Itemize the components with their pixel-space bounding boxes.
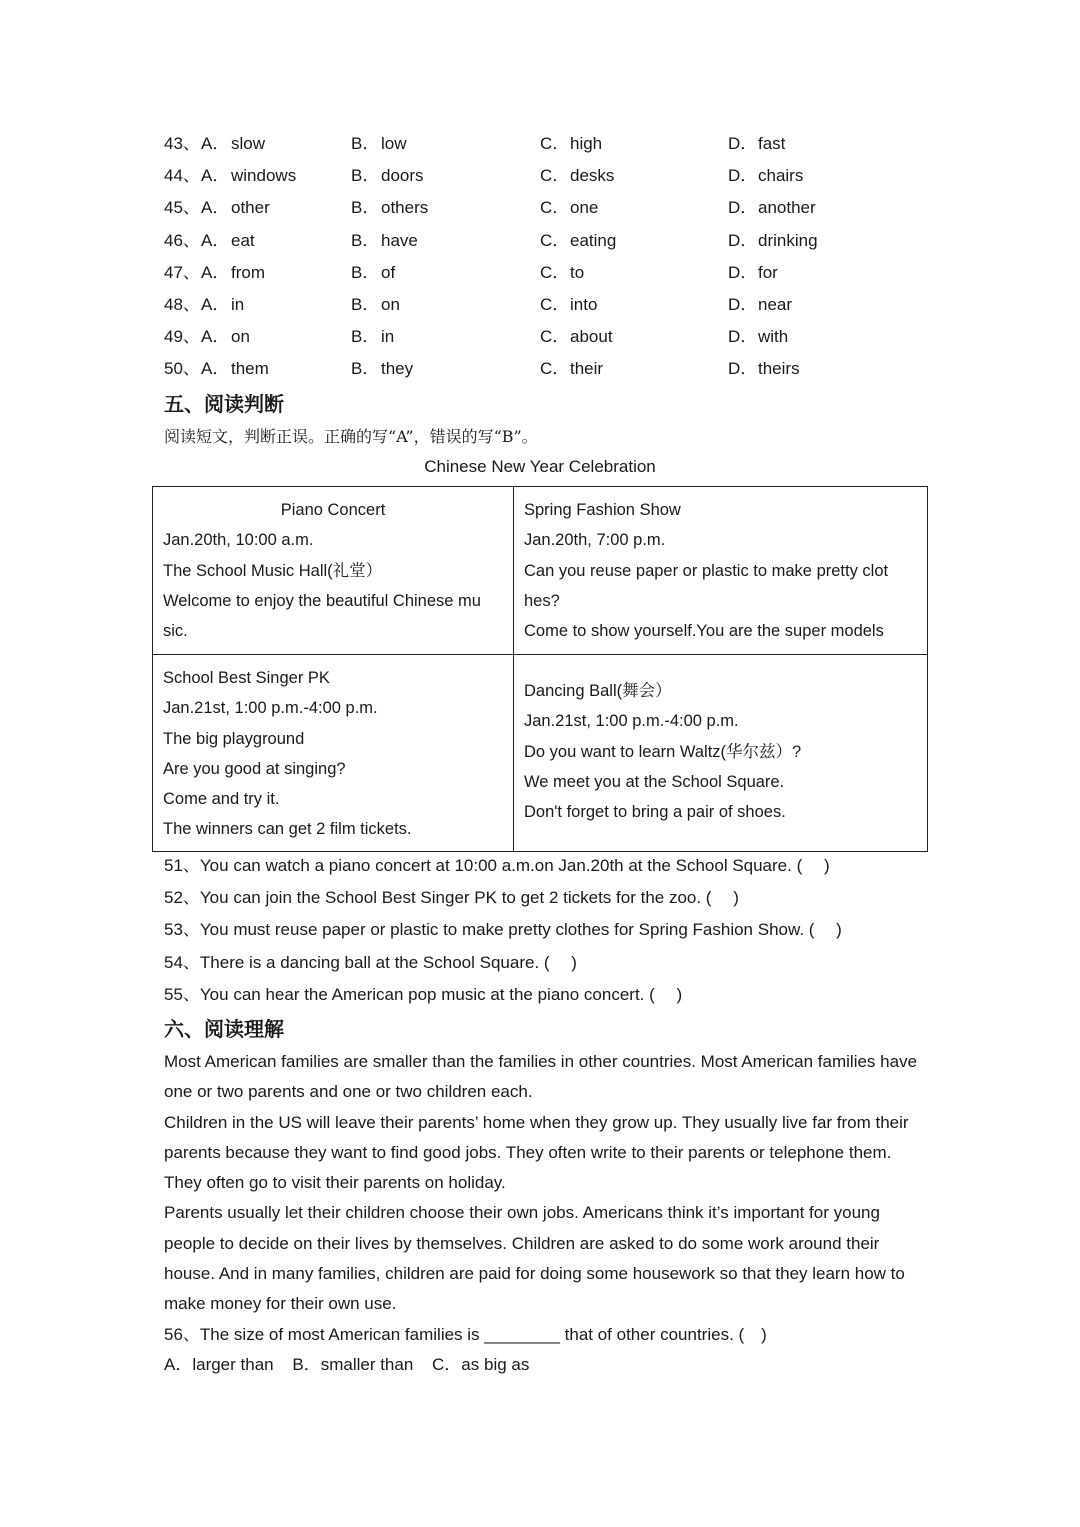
event-line: Dancing Ball(舞会）	[524, 682, 672, 700]
option-b: B．smaller than	[292, 1355, 414, 1374]
option-d: D．theirs	[728, 359, 800, 379]
option-c: C．high	[540, 134, 603, 153]
option-d: D．near	[728, 294, 793, 314]
option-a: A．eat	[201, 230, 255, 250]
option-a: A．on	[201, 327, 250, 347]
option-c: C．about	[540, 327, 613, 347]
events-table	[152, 486, 928, 852]
event-line: School Best Singer PK	[163, 669, 330, 687]
multiple-choice-block	[164, 130, 924, 388]
question-56	[164, 1320, 924, 1380]
choice-row-47	[164, 259, 924, 291]
option-a: A．windows	[201, 166, 297, 186]
option-b: B．on	[351, 294, 400, 314]
event-line: Spring Fashion Show	[524, 501, 681, 519]
question-number: 49、	[164, 327, 200, 347]
passage-paragraph: Parents usually let their children choose their own jobs. Americans think it’s important for young people to decide on their lives by themselves. Children are asked to do some work around their house. And in many families, children are paid for doing some housework so that they learn how to make money for their own use.	[164, 1203, 905, 1314]
option-a: A．larger than	[164, 1355, 274, 1374]
table-title: Chinese New Year Celebration	[424, 457, 656, 476]
option-c: C．into	[540, 294, 598, 314]
event-line: Jan.21st, 1:00 p.m.-4:00 p.m.	[524, 712, 739, 731]
question-52: 52、You can join the School Best Singer PK to get 2 tickets for the zoo. ( )	[164, 888, 739, 908]
option-b: B．of	[351, 262, 396, 282]
option-c: C．to	[540, 262, 585, 282]
question-51: 51、You can watch a piano concert at 10:00 a.m.on Jan.20th at the School Square. ( )	[164, 856, 830, 875]
event-line: Are you good at singing?	[163, 759, 346, 778]
option-d: D．fast	[728, 134, 786, 153]
event-cell-singer-pk	[153, 655, 514, 851]
question-56-options	[164, 1350, 924, 1380]
option-c: C．eating	[540, 230, 617, 250]
question-number: 46、	[164, 230, 200, 250]
event-line: We meet you at the School Square.	[524, 772, 785, 791]
option-b: B．doors	[351, 166, 424, 186]
option-a: A．slow	[201, 134, 266, 153]
option-a: A．in	[201, 294, 245, 314]
passage-paragraph: Most American families are smaller than the families in other countries. Most American families have one or two parents and one or two children each.	[164, 1052, 918, 1102]
option-a: A．from	[201, 262, 265, 282]
event-cell-piano-concert	[153, 487, 514, 655]
option-c: C．one	[540, 198, 599, 218]
choice-row-48	[164, 291, 924, 323]
event-line: The winners can get 2 film tickets.	[163, 820, 412, 839]
option-c: C．as big as	[432, 1355, 530, 1374]
reading-passage	[164, 1047, 924, 1320]
section-6-title: 六、阅读理解	[164, 1017, 284, 1041]
question-number: 50、	[164, 359, 200, 379]
option-d: D．for	[728, 262, 778, 282]
option-c: C．their	[540, 359, 604, 379]
event-line: Don't forget to bring a pair of shoes.	[524, 803, 786, 822]
section-5-instruction: 阅读短文，判断正误。正确的写“A”，错误的写“B”。	[164, 427, 538, 446]
event-line: sic.	[163, 622, 188, 641]
question-number: 48、	[164, 294, 200, 314]
event-line: Piano Concert	[280, 501, 386, 519]
event-cell-dancing-ball	[514, 655, 927, 851]
question-55: 55、You can hear the American pop music at the piano concert. ( )	[164, 984, 683, 1004]
option-d: D．with	[728, 327, 789, 347]
passage-paragraph: Children in the US will leave their parents’ home when they grow up. They usually live far from their parents because they want to find good jobs. They often write to their parents or telephone them. They often go to visit their parents on holiday.	[164, 1112, 909, 1193]
option-c: C．desks	[540, 166, 615, 186]
option-b: B．in	[351, 327, 395, 347]
event-line: The School Music Hall(礼堂）	[163, 561, 383, 580]
event-line: Welcome to enjoy the beautiful Chinese mu	[163, 591, 481, 610]
option-a: A．them	[201, 359, 269, 379]
choice-row-46	[164, 227, 924, 259]
question-54: 54、There is a dancing ball at the School Square. ( )	[164, 952, 577, 972]
section-5-title: 五、阅读判断	[164, 392, 284, 416]
event-line: Jan.20th, 10:00 a.m.	[163, 531, 314, 550]
question-number: 45、	[164, 198, 200, 218]
judgement-questions	[164, 852, 944, 1013]
event-line: Can you reuse paper or plastic to make pretty clot	[524, 561, 889, 580]
question-53: 53、You must reuse paper or plastic to make pretty clothes for Spring Fashion Show. ( )	[164, 920, 842, 940]
option-b: B．have	[351, 230, 418, 250]
event-line: Come and try it.	[163, 790, 280, 809]
event-cell-fashion-show	[514, 487, 927, 655]
event-line: hes?	[524, 591, 560, 610]
option-b: B．they	[351, 359, 414, 379]
option-d: D．drinking	[728, 230, 818, 250]
choice-row-43	[164, 130, 924, 162]
question-number: 47、	[164, 262, 200, 282]
choice-row-49	[164, 323, 924, 355]
event-line: The big playground	[163, 729, 305, 748]
question-number: 44、	[164, 166, 200, 186]
question-number: 43、	[164, 134, 200, 153]
option-b: B．others	[351, 198, 429, 218]
event-line: Do you want to learn Waltz(华尔兹）?	[524, 742, 802, 761]
question-56-text: 56、The size of most American families is ________ that of other countries. ( )	[164, 1325, 767, 1344]
option-d: D．chairs	[728, 166, 804, 186]
choice-row-45	[164, 194, 924, 226]
event-line: Jan.21st, 1:00 p.m.-4:00 p.m.	[163, 699, 378, 718]
option-a: A．other	[201, 198, 270, 218]
option-b: B．low	[351, 134, 407, 153]
choice-row-44	[164, 162, 924, 194]
option-d: D．another	[728, 198, 816, 218]
choice-row-50	[164, 355, 924, 387]
event-line: Jan.20th, 7:00 p.m.	[524, 531, 666, 550]
event-line: Come to show yourself.You are the super models	[524, 622, 884, 641]
